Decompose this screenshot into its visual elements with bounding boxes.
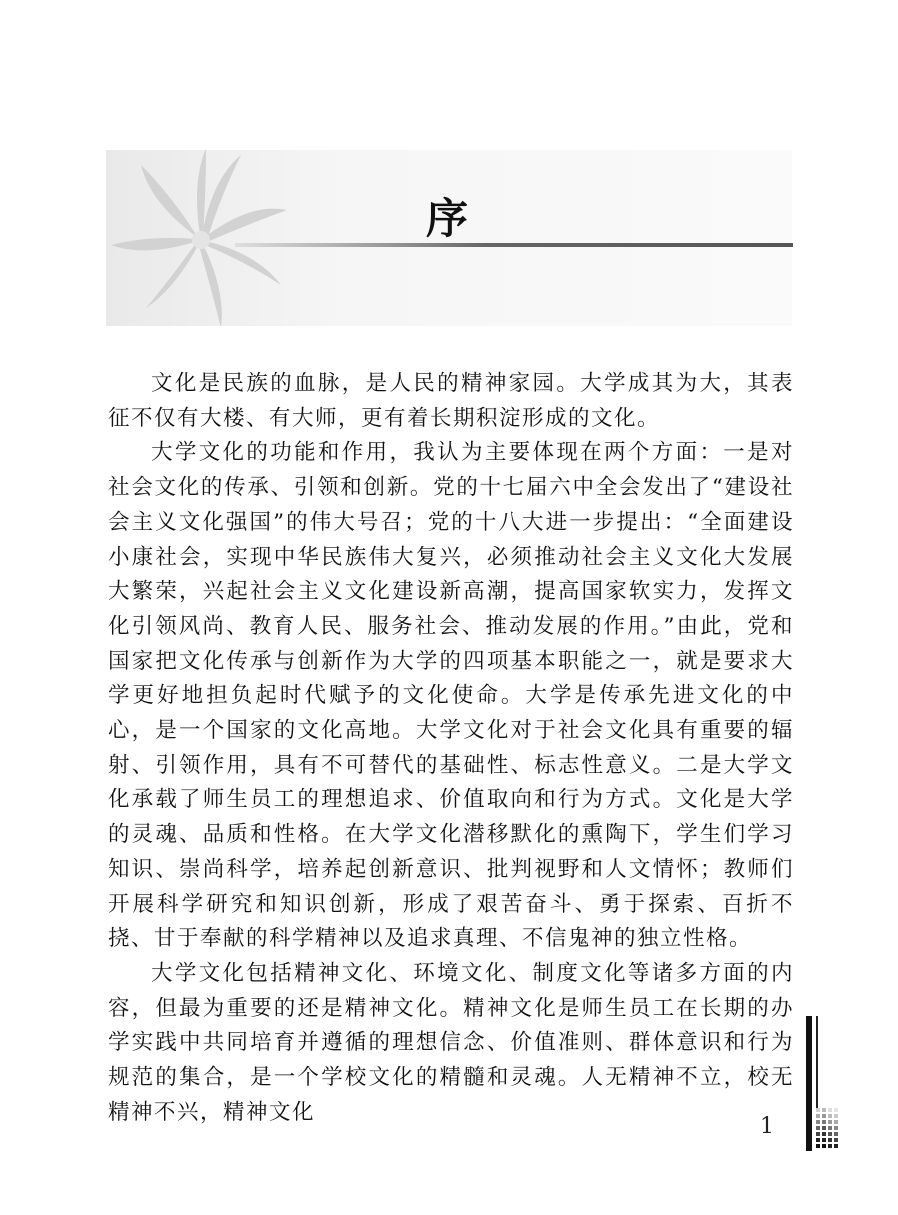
paragraph: 文化是民族的血脉，是人民的精神家园。大学成其为大，其表征不仅有大楼、有大师，更有着长期积淀形成的文化。 <box>108 371 794 431</box>
page-number: 1 <box>760 1114 774 1139</box>
margin-bar <box>806 1016 812 1151</box>
page-title: 序 <box>425 194 468 243</box>
paragraph: 大学文化的功能和作用，我认为主要体现在两个方面：一是对社会文化的传承、引领和创新。党的十七届六中全会发出了“建设社会主义文化强国”的伟大号召；党的十八大进一步提出：“全面建设小康社会，实现中华民族伟大复兴，必须推动社会主义文化大发展大繁荣，兴起社会主义文化建设新高潮，提高国家软实力，发挥文化引领风尚、教育人民、服务社会、推动发展的作用。”由此，党和国家把文化传承与创新作为大学的四项基本职能之一，就是要求大学更好地担负起时代赋予的文化使命。大学是传承先进文化的中心，是一个国家的文化高地。大学文化对于社会文化具有重要的辐射、引领作用，具有不可替代的基础性、标志性意义。二是大学文化承载了师生员工的理想追求、价值取向和行为方式。文化是大学的灵魂、品质和性格。在大学文化潜移默化的熏陶下，学生们学习知识、崇尚科学，培养起创新意识、批判视野和人文情怀；教师们开展科学研究和知识创新，形成了艰苦奋斗、勇于探索、百折不挠、甘于奉献的科学精神以及追求真理、不信鬼神的独立性格。 <box>108 440 794 952</box>
body-text <box>108 367 794 1130</box>
title-rule <box>235 243 793 247</box>
paragraph: 大学文化包括精神文化、环境文化、制度文化等诸多方面的内容，但最为重要的还是精神文化。精神文化是师生员工在长期的办学实践中共同培育并遵循的理想信念、价值准则、群体意识和行为规范的集合，是一个学校文化的精髓和灵魂。人无精神不立，校无精神不兴，精神文化 <box>108 960 794 1125</box>
dot-grid-icon <box>816 1108 838 1150</box>
margin-bar-thin <box>816 1016 818 1108</box>
